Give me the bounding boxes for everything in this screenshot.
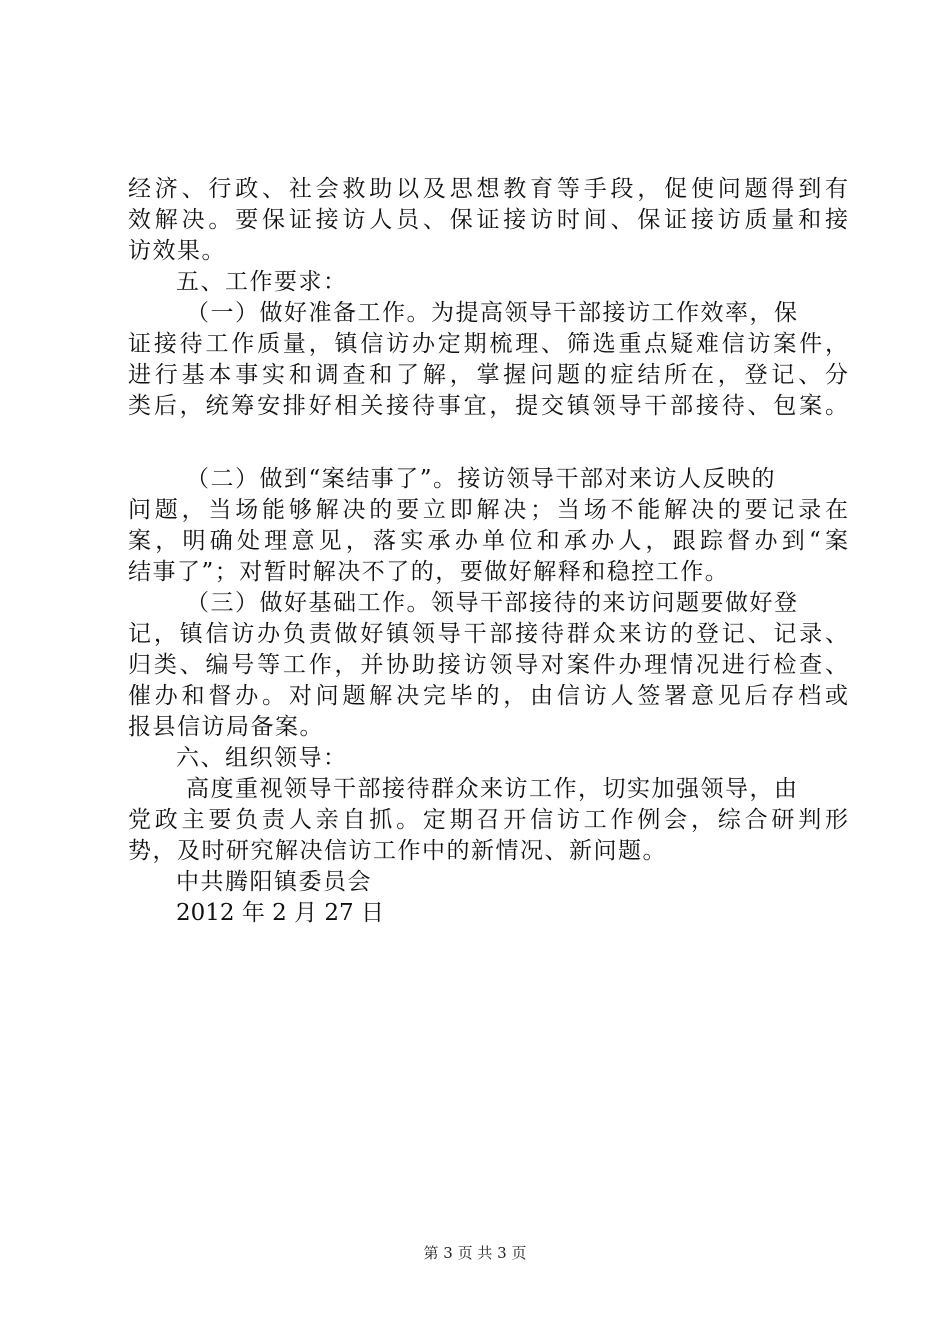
paragraph-7-line-3: 势，及时研究解决信访工作中的新情况、新问题。	[128, 838, 667, 864]
paragraph-1-line-3: 访效果。	[128, 238, 226, 264]
paragraph-4-line-3: 案，明确处理意见，落实承办单位和承办人，跟踪督办到“案	[128, 528, 848, 554]
paragraph-5-line-2: 记，镇信访办负责做好镇领导干部接待群众来访的登记、记录、	[128, 621, 848, 647]
paragraph-4-line-2: 问题，当场能够解决的要立即解决；当场不能解决的要记录在	[128, 497, 848, 523]
paragraph-5-line-5: 报县信访局备案。	[128, 714, 324, 740]
page-footer: 第 3 页 共 3 页	[423, 1244, 527, 1262]
paragraph-4-line-4: 结事了”；对暂时解决不了的，要做好解释和稳控工作。	[128, 559, 730, 585]
paragraph-7-line-2: 党政主要负责人亲自抓。定期召开信访工作例会，综合研判形	[128, 807, 848, 833]
signature-date: 2012 年 2 月 27 日	[176, 900, 384, 926]
paragraph-3-line-3: 进行基本事实和调查和了解，掌握问题的症结所在，登记、分	[128, 362, 848, 388]
section-heading-work-requirements: 五、工作要求：	[176, 269, 348, 295]
paragraph-5-line-1: （三）做好基础工作。领导干部接待的来访问题要做好登	[186, 590, 799, 616]
section-heading-organization-leadership: 六、组织领导：	[176, 745, 348, 771]
paragraph-1-line-1: 经济、行政、社会救助以及思想教育等手段，促使问题得到有	[128, 176, 848, 202]
paragraph-1-line-2: 效解决。要保证接访人员、保证接访时间、保证接访质量和接	[128, 207, 848, 233]
paragraph-3-line-2: 证接待工作质量，镇信访办定期梳理、筛选重点疑难信访案件，	[128, 331, 848, 357]
paragraph-7-line-1: 高度重视领导干部接待群众来访工作，切实加强领导，由	[186, 776, 799, 802]
document-body	[128, 174, 848, 929]
signature-organization: 中共腾阳镇委员会	[176, 869, 372, 895]
paragraph-5-line-3: 归类、编号等工作，并协助接访领导对案件办理情况进行检查、	[128, 652, 848, 678]
paragraph-4-line-1: （二）做到“案结事了”。接访领导干部对来访人反映的	[186, 466, 777, 492]
paragraph-3-line-1: （一）做好准备工作。为提高领导干部接访工作效率，保	[186, 300, 799, 326]
paragraph-3-line-4: 类后，统筹安排好相关接待事宜，提交镇领导干部接待、包案。	[128, 393, 848, 419]
paragraph-5-line-4: 催办和督办。对问题解决完毕的，由信访人签署意见后存档或	[128, 683, 848, 709]
paragraph-gap	[128, 422, 848, 464]
